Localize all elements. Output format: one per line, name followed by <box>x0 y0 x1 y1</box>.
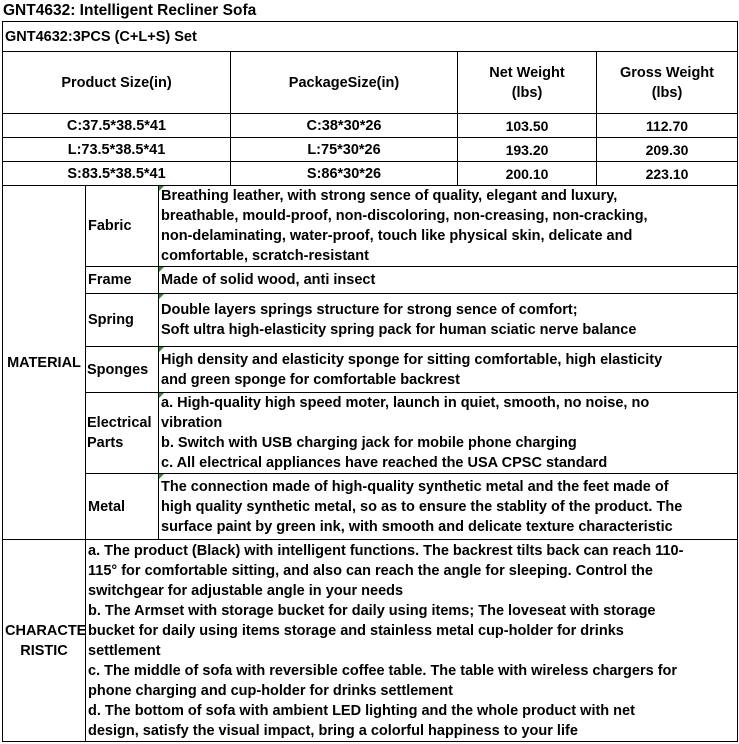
material-row-fabric <box>3 186 738 267</box>
material-row-sponges <box>3 347 738 393</box>
characteristic-line: b. The Armset with storage bucket for daily using items; The loveseat with storage <box>88 602 656 619</box>
characteristic-line: bucket for daily using items storage and stainless metal cup-holder for drinks <box>88 622 624 639</box>
net-weight-cell: 193.20 <box>458 138 597 162</box>
characteristic-description <box>86 540 738 742</box>
characteristic-line: c. The middle of sofa with reversible coffee table. The table with wireless chargers for <box>88 662 678 679</box>
characteristic-line: design, satisfy the visual impact, bring a colorful happiness to your life <box>88 722 578 739</box>
characteristic-line: a. The product (Black) with intelligent functions. The backrest tilts back can reach 110- <box>88 542 684 559</box>
package-size-cell: L:75*30*26 <box>231 138 458 162</box>
electrical-line: c. All electrical appliances have reached the USA CPSC standard <box>161 455 608 471</box>
sheet-title: GNT4632: Intelligent Recliner Sofa <box>3 2 257 19</box>
electrical-line: vibration <box>161 415 223 431</box>
frame-line: Made of solid wood, anti insect <box>161 272 376 288</box>
metal-line: high quality synthetic metal, so as to ensure the stablity of the product. The <box>161 498 683 515</box>
gross-weight-header-line2: (lbs) <box>651 84 683 101</box>
characteristic-line: d. The bottom of sofa with ambient LED lighting and the whole product with net <box>88 702 635 719</box>
characteristic-row <box>3 540 738 742</box>
characteristic-line: switchgear for adjustable angle in your needs <box>88 582 404 599</box>
product-size-header: Product Size(in) <box>3 52 231 114</box>
gross-weight-cell: 112.70 <box>597 114 738 138</box>
package-size-header: PackageSize(in) <box>231 52 458 114</box>
set-name: GNT4632:3PCS (C+L+S) Set <box>3 22 738 52</box>
gross-weight-cell: 223.10 <box>597 162 738 186</box>
fabric-label: Fabric <box>86 186 159 267</box>
net-weight-header-line2: (lbs) <box>511 84 543 101</box>
sponges-line: and green sponge for comfortable backrest <box>161 371 460 388</box>
electrical-label-line2: Parts <box>87 435 124 451</box>
header-row <box>3 52 738 114</box>
sponges-line: High density and elasticity sponge for sitting comfortable, high elasticity <box>161 351 663 368</box>
package-size-cell: C:38*30*26 <box>231 114 458 138</box>
fabric-description <box>159 186 738 267</box>
electrical-label-line1: Electrical <box>87 415 152 431</box>
spring-description <box>159 294 738 347</box>
sponges-description <box>159 347 738 393</box>
net-weight-cell: 103.50 <box>458 114 597 138</box>
characteristic-line: settlement <box>88 642 161 659</box>
characteristic-line: 115° for comfortable sitting, and also can reach the angle for sleeping. Control the <box>88 562 653 579</box>
product-size-cell: L:73.5*38.5*41 <box>3 138 231 162</box>
spring-line: Soft ultra high-elasticity spring pack for human sciatic nerve balance <box>161 322 637 338</box>
net-weight-header <box>458 52 597 114</box>
spring-label: Spring <box>86 294 159 347</box>
product-size-cell: S:83.5*38.5*41 <box>3 162 231 186</box>
material-row-metal <box>3 474 738 540</box>
product-size-cell: C:37.5*38.5*41 <box>3 114 231 138</box>
fabric-line: breathable, mould-proof, non-discoloring, non-creasing, non-cracking, <box>161 208 648 224</box>
electrical-line: b. Switch with USB charging jack for mobile phone charging <box>161 435 577 451</box>
frame-label: Frame <box>86 267 159 294</box>
gross-weight-header <box>597 52 738 114</box>
fabric-line: comfortable, scratch-resistant <box>161 248 369 264</box>
size-row-c <box>3 114 738 138</box>
spec-table <box>2 21 738 742</box>
gross-weight-header-line1: Gross Weight <box>620 64 714 81</box>
metal-line: The connection made of high-quality synthetic metal and the feet made of <box>161 478 669 495</box>
characteristic-label-line2: RISTIC <box>20 642 68 659</box>
spring-line: Double layers springs structure for strong sence of comfort; <box>161 302 578 318</box>
fabric-line: Breathing leather, with strong sence of quality, elegant and luxury, <box>161 188 618 204</box>
material-row-spring <box>3 294 738 347</box>
electrical-label <box>86 393 159 474</box>
size-row-l <box>3 138 738 162</box>
material-section-label: MATERIAL <box>3 186 86 540</box>
gross-weight-cell: 209.30 <box>597 138 738 162</box>
characteristic-line: phone charging and cup-holder for drinks settlement <box>88 682 453 699</box>
size-row-s <box>3 162 738 186</box>
package-size-cell: S:86*30*26 <box>231 162 458 186</box>
material-row-electrical <box>3 393 738 474</box>
set-row <box>3 22 738 52</box>
frame-description <box>159 267 738 294</box>
characteristic-label-line1: CHARACTE <box>5 622 87 639</box>
metal-description <box>159 474 738 540</box>
electrical-description <box>159 393 738 474</box>
characteristic-section-label <box>3 540 86 742</box>
metal-label: Metal <box>86 474 159 540</box>
material-row-frame <box>3 267 738 294</box>
electrical-line: a. High-quality high speed moter, launch in quiet, smooth, no noise, no <box>161 395 650 411</box>
net-weight-header-line1: Net Weight <box>489 64 565 81</box>
sponges-label: Sponges <box>86 347 159 393</box>
metal-line: surface paint by green ink, with smooth and delicate texture characteristic <box>161 518 673 535</box>
net-weight-cell: 200.10 <box>458 162 597 186</box>
fabric-line: non-delaminating, water-proof, touch like physical skin, delicate and <box>161 228 633 244</box>
